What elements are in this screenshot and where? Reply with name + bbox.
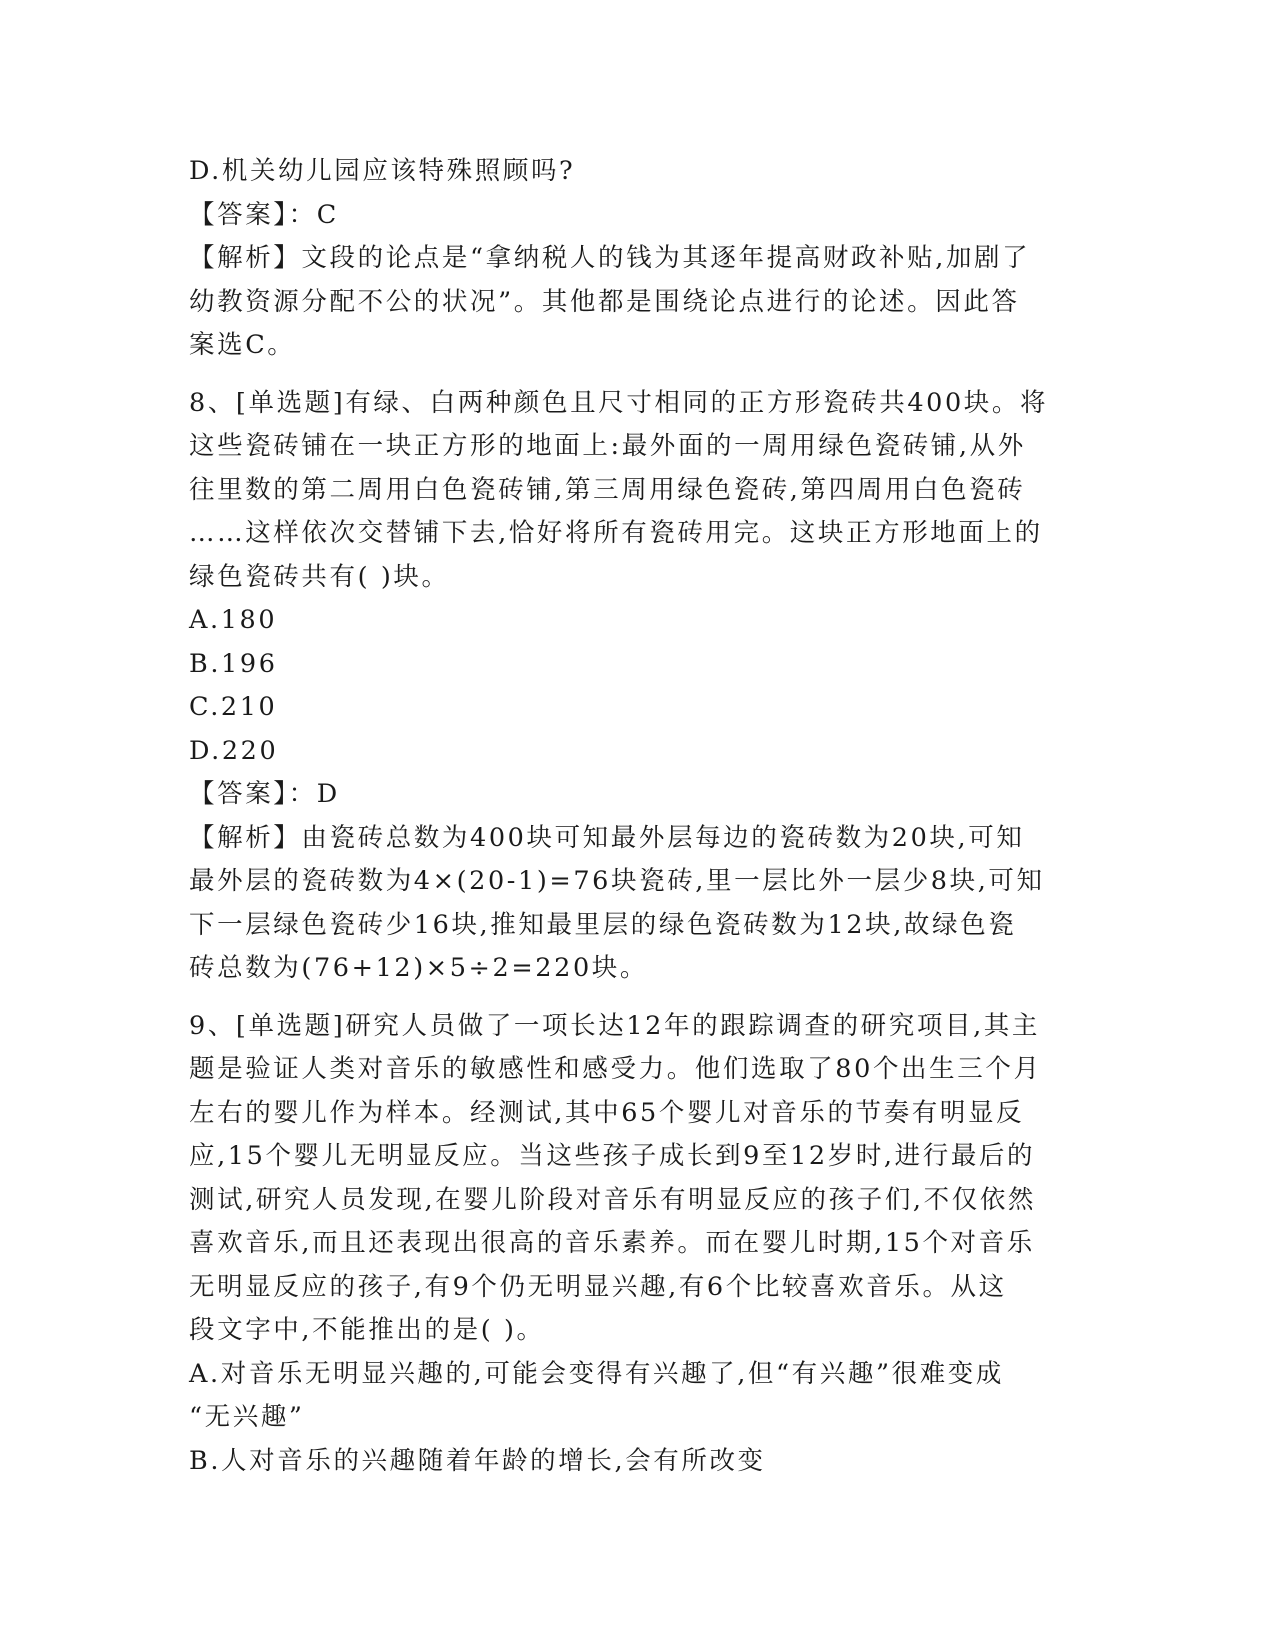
q8-stem-line: 往里数的第二周用白色瓷砖铺,第三周用绿色瓷砖,第四周用白色瓷砖 xyxy=(189,474,1026,505)
q9-stem-line: 题是验证人类对音乐的敏感性和感受力。他们选取了80个出生三个月 xyxy=(189,1054,1042,1084)
q8-stem-line: 8、[单选题]有绿、白两种颜色且尺寸相同的正方形瓷砖共400块。将 xyxy=(189,387,1049,418)
q8-option-b: B.196 xyxy=(189,648,278,679)
paragraph-gap xyxy=(189,368,1089,382)
q8-analysis-line: 【解析】由瓷砖总数为400块可知最外层每边的瓷砖数为20块,可知 xyxy=(189,822,1025,853)
q9-stem-line: 喜欢音乐,而且还表现出很高的音乐素养。而在婴儿时期,15个对音乐 xyxy=(189,1228,1035,1258)
paragraph-gap xyxy=(189,991,1089,1005)
q9-stem-line: 左右的婴儿作为样本。经测试,其中65个婴儿对音乐的节奏有明显反 xyxy=(189,1097,1025,1128)
q8-analysis-line: 砖总数为(76+12)×5÷2=220块。 xyxy=(189,953,648,983)
q8-option-c: C.210 xyxy=(189,692,278,722)
q9-stem-line: 无明显反应的孩子,有9个仍无明显兴趣,有6个比较喜欢音乐。从这 xyxy=(189,1271,1007,1302)
q9-stem-line: 9、[单选题]研究人员做了一项长达12年的跟踪调查的研究项目,其主 xyxy=(189,1010,1040,1041)
q8-option-d: D.220 xyxy=(189,735,279,766)
prev-answer: 【答案】：C xyxy=(189,199,339,230)
prev-option-d: D.机关幼儿园应该特殊照顾吗? xyxy=(189,156,576,186)
q9-stem-line: 段文字中,不能推出的是( )。 xyxy=(189,1315,545,1345)
prev-analysis-line: 【解析】文段的论点是“拿纳税人的钱为其逐年提高财政补贴,加剧了 xyxy=(189,243,1031,273)
q9-option-a: A.对音乐无明显兴趣的,可能会变得有兴趣了,但“有兴趣”很难变成 xyxy=(189,1358,1005,1389)
q8-stem-line: ……这样依次交替铺下去,恰好将所有瓷砖用完。这块正方形地面上的 xyxy=(189,518,1043,548)
q9-option-a-cont: “无兴趣” xyxy=(189,1402,305,1432)
q8-analysis-line: 下一层绿色瓷砖少16块,推知最里层的绿色瓷砖数为12块,故绿色瓷 xyxy=(189,909,1017,940)
q8-analysis-line: 最外层的瓷砖数为4×(20-1)=76块瓷砖,里一层比外一层少8块,可知 xyxy=(189,866,1045,896)
prev-analysis-line: 幼教资源分配不公的状况”。其他都是围绕论点进行的论述。因此答 xyxy=(189,286,1020,317)
prev-analysis-line: 案选C。 xyxy=(189,330,296,360)
q9-stem-line: 应,15个婴儿无明显反应。当这些孩子成长到9至12岁时,进行最后的 xyxy=(189,1141,1036,1171)
document-page xyxy=(189,150,1089,1483)
q8-stem-line: 绿色瓷砖共有( )块。 xyxy=(189,561,450,592)
q8-answer: 【答案】：D xyxy=(189,779,340,809)
q9-stem-line: 测试,研究人员发现,在婴儿阶段对音乐有明显反应的孩子们,不仅依然 xyxy=(189,1184,1037,1215)
q8-option-a: A.180 xyxy=(189,605,278,635)
q8-stem-line: 这些瓷砖铺在一块正方形的地面上:最外面的一周用绿色瓷砖铺,从外 xyxy=(189,431,1026,461)
q9-option-b: B.人对音乐的兴趣随着年龄的增长,会有所改变 xyxy=(189,1445,766,1476)
